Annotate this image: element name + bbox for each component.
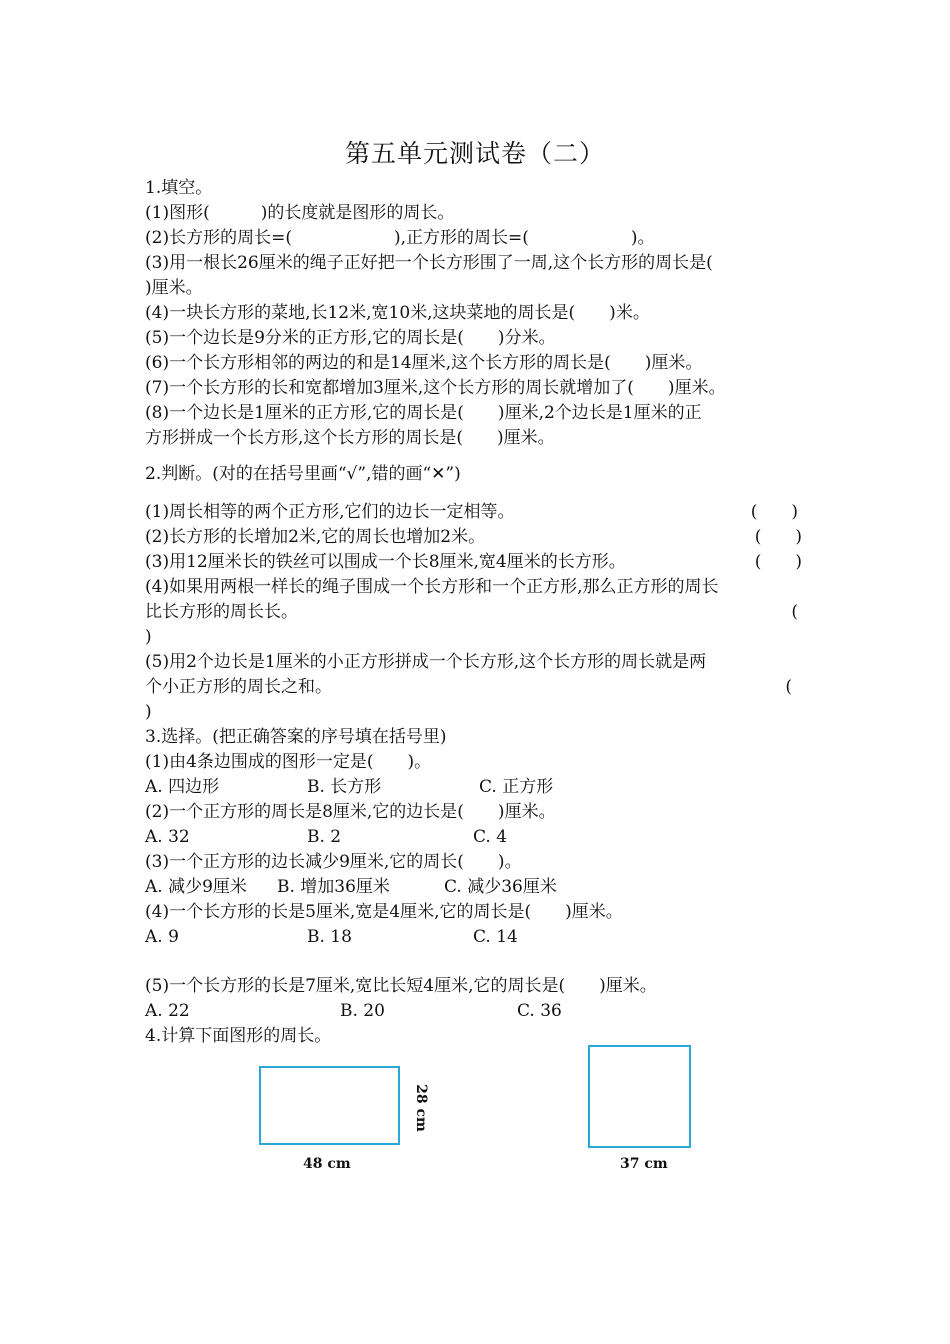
- judge-question-4-line2: 比长方形的周长长。: [145, 602, 298, 622]
- choice-option: A. 四边形: [145, 777, 220, 797]
- choice-option: A. 减少9厘米: [145, 877, 247, 897]
- choice-option: B. 长方形: [307, 777, 382, 797]
- fill-question-3-line1: (3)用一根长26厘米的绳子正好把一个长方形围了一周,这个长方形的周长是(: [145, 253, 713, 273]
- choice-option: A. 9: [145, 927, 179, 947]
- fill-question-5: (5)一个边长是9分米的正方形,它的周长是( )分米。: [145, 328, 556, 348]
- judge-question-1: (1)周长相等的两个正方形,它们的边长一定相等。: [145, 502, 515, 522]
- choice-question-2: (2)一个正方形的周长是8厘米,它的边长是( )厘米。: [145, 802, 556, 822]
- fill-question-6: (6)一个长方形相邻的两边的和是14厘米,这个长方形的周长是( )厘米。: [145, 353, 703, 373]
- fill-question-4: (4)一块长方形的菜地,长12米,宽10米,这块菜地的周长是( )米。: [145, 303, 650, 323]
- rectangle-width-label: 48 cm: [303, 1156, 351, 1172]
- section4-heading: 4.计算下面图形的周长。: [145, 1026, 332, 1046]
- page-title: 第五单元测试卷（二）: [344, 139, 605, 168]
- fill-question-8-line2: 方形拼成一个长方形,这个长方形的周长是( )厘米。: [145, 428, 555, 448]
- fill-question-3-line2: )厘米。: [145, 278, 203, 298]
- judge-question-2: (2)长方形的长增加2米,它的周长也增加2米。: [145, 527, 486, 547]
- judge-answer-close-5: ): [145, 702, 152, 722]
- section1-heading: 1.填空。: [145, 178, 213, 198]
- judge-answer-paren-2: ( ): [754, 527, 802, 547]
- choice-option: B. 2: [307, 827, 342, 847]
- choice-option: A. 32: [145, 827, 190, 847]
- section2-heading: 2.判断。(对的在括号里画“√”,错的画“✕”): [145, 464, 461, 484]
- choice-option: A. 22: [145, 1001, 190, 1021]
- choice-option: B. 增加36厘米: [277, 877, 390, 897]
- judge-question-3: (3)用12厘米长的铁丝可以围成一个长8厘米,宽4厘米的长方形。: [145, 552, 626, 572]
- judge-answer-paren-3: ( ): [754, 552, 802, 572]
- choice-option: B. 18: [307, 927, 352, 947]
- judge-answer-close-4: ): [145, 627, 152, 647]
- rectangle-figure: [259, 1066, 400, 1145]
- fill-question-7: (7)一个长方形的长和宽都增加3厘米,这个长方形的周长就增加了( )厘米。: [145, 378, 726, 398]
- choice-option: C. 4: [473, 827, 508, 847]
- choice-question-1: (1)由4条边围成的图形一定是( )。: [145, 752, 432, 772]
- fill-question-1: (1)图形( )的长度就是图形的周长。: [145, 203, 455, 223]
- choice-option: B. 20: [340, 1001, 385, 1021]
- square-figure: [588, 1045, 691, 1148]
- choice-option: C. 36: [517, 1001, 562, 1021]
- judge-answer-paren-1: ( ): [750, 502, 798, 522]
- square-side-label: 37 cm: [620, 1156, 668, 1172]
- choice-question-5: (5)一个长方形的长是7厘米,宽比长短4厘米,它的周长是( )厘米。: [145, 976, 657, 996]
- choice-option: C. 正方形: [479, 777, 554, 797]
- judge-question-5-line2: 个小正方形的周长之和。: [145, 677, 332, 697]
- judge-answer-open-5: (: [785, 677, 792, 697]
- rectangle-height-label: 28 cm: [412, 1084, 429, 1132]
- fill-question-2: (2)长方形的周长=( ),正方形的周长=( )。: [145, 228, 655, 248]
- choice-option: C. 减少36厘米: [444, 877, 557, 897]
- judge-question-4-line1: (4)如果用两根一样长的绳子围成一个长方形和一个正方形,那么正方形的周长: [145, 577, 719, 597]
- fill-question-8-line1: (8)一个边长是1厘米的正方形,它的周长是( )厘米,2个边长是1厘米的正: [145, 403, 702, 423]
- section3-heading: 3.选择。(把正确答案的序号填在括号里): [145, 727, 447, 747]
- choice-question-3: (3)一个正方形的边长减少9厘米,它的周长( )。: [145, 852, 522, 872]
- choice-question-4: (4)一个长方形的长是5厘米,宽是4厘米,它的周长是( )厘米。: [145, 902, 623, 922]
- judge-answer-open-4: (: [791, 602, 798, 622]
- judge-question-5-line1: (5)用2个边长是1厘米的小正方形拼成一个长方形,这个长方形的周长就是两: [145, 652, 707, 672]
- choice-option: C. 14: [473, 927, 518, 947]
